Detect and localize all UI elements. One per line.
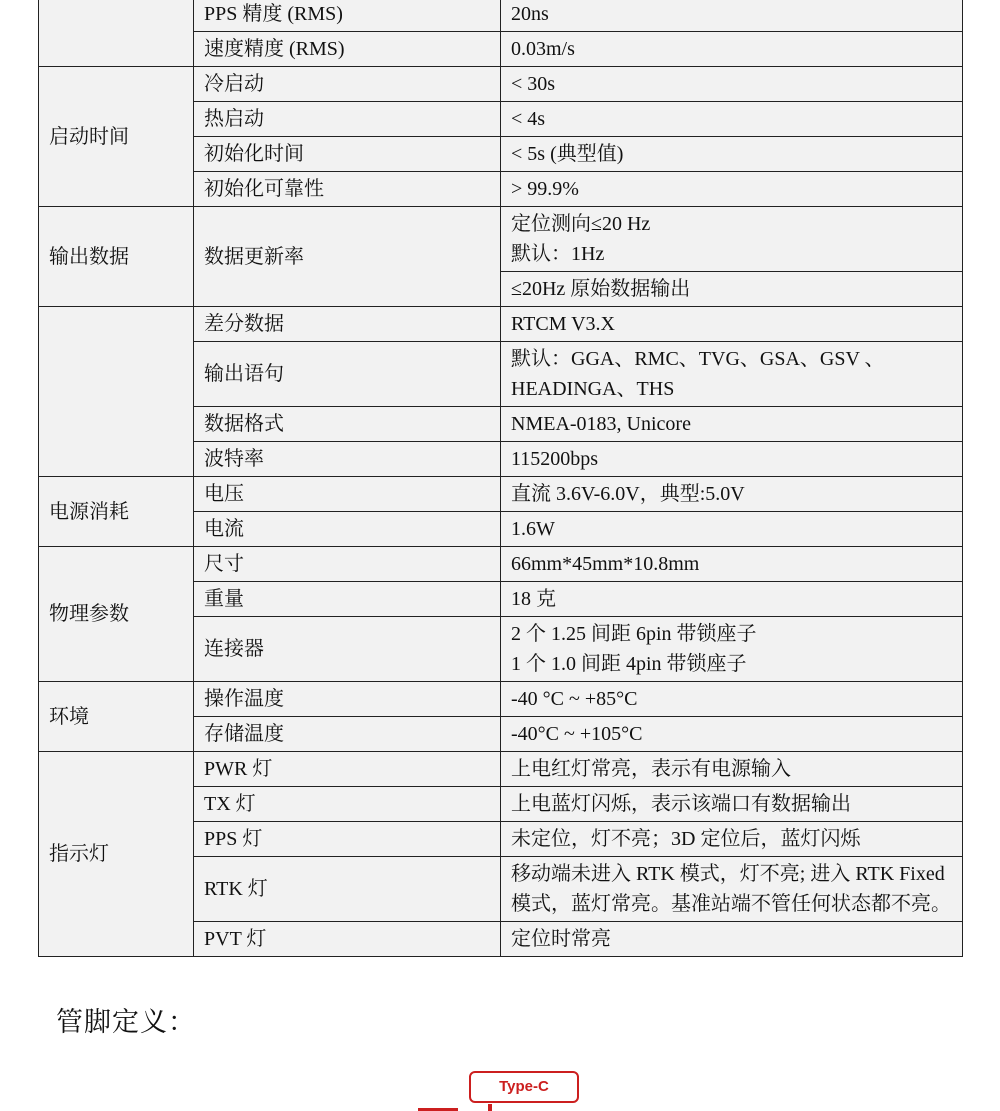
category-cell — [39, 307, 194, 477]
value-cell: < 4s — [501, 102, 963, 137]
pin-number-mark — [488, 1104, 492, 1111]
value-cell: ≤20Hz 原始数据输出 — [501, 272, 963, 307]
value-cell: 定位时常亮 — [501, 922, 963, 957]
table-row — [39, 547, 963, 582]
table-row — [39, 307, 963, 342]
category-cell: 环境 — [39, 682, 194, 752]
spec-table — [38, 0, 963, 957]
value-cell: < 5s (典型值) — [501, 137, 963, 172]
parameter-cell: 数据更新率 — [194, 207, 501, 307]
value-cell: 20ns — [501, 0, 963, 32]
parameter-cell: PPS 灯 — [194, 822, 501, 857]
value-cell: > 99.9% — [501, 172, 963, 207]
value-cell: 66mm*45mm*10.8mm — [501, 547, 963, 582]
category-cell: 电源消耗 — [39, 477, 194, 547]
pin-diagram-fragment — [418, 1104, 500, 1111]
value-cell: 直流 3.6V-6.0V，典型:5.0V — [501, 477, 963, 512]
category-cell: 启动时间 — [39, 67, 194, 207]
value-cell: 默认：GGA、RMC、TVG、GSA、GSV 、 HEADINGA、THS — [501, 342, 963, 407]
parameter-cell: PWR 灯 — [194, 752, 501, 787]
parameter-cell: 初始化可靠性 — [194, 172, 501, 207]
category-cell — [39, 0, 194, 67]
value-cell: 上电蓝灯闪烁，表示该端口有数据输出 — [501, 787, 963, 822]
type-c-connector-label: Type-C — [469, 1071, 579, 1103]
category-cell: 输出数据 — [39, 207, 194, 307]
parameter-cell: 初始化时间 — [194, 137, 501, 172]
parameter-cell: PVT 灯 — [194, 922, 501, 957]
table-row — [39, 0, 963, 32]
parameter-cell: TX 灯 — [194, 787, 501, 822]
parameter-cell: 差分数据 — [194, 307, 501, 342]
parameter-cell: 波特率 — [194, 442, 501, 477]
table-row — [39, 67, 963, 102]
parameter-cell: 热启动 — [194, 102, 501, 137]
parameter-cell: 存储温度 — [194, 717, 501, 752]
parameter-cell: 电流 — [194, 512, 501, 547]
table-row — [39, 752, 963, 787]
table-row — [39, 207, 963, 272]
parameter-cell: 数据格式 — [194, 407, 501, 442]
parameter-cell: RTK 灯 — [194, 857, 501, 922]
parameter-cell: 速度精度 (RMS) — [194, 32, 501, 67]
value-cell: 2 个 1.25 间距 6pin 带锁座子 1 个 1.0 间距 4pin 带锁座子 — [501, 617, 963, 682]
pin-definition-title: 管脚定义： — [56, 1007, 196, 1038]
value-cell: NMEA-0183, Unicore — [501, 407, 963, 442]
value-cell: 定位测向≤20 Hz 默认：1Hz — [501, 207, 963, 272]
value-cell: 18 克 — [501, 582, 963, 617]
parameter-cell: 尺寸 — [194, 547, 501, 582]
parameter-cell: 输出语句 — [194, 342, 501, 407]
value-cell: RTCM V3.X — [501, 307, 963, 342]
value-cell: 上电红灯常亮，表示有电源输入 — [501, 752, 963, 787]
parameter-cell: 重量 — [194, 582, 501, 617]
category-cell: 指示灯 — [39, 752, 194, 957]
value-cell: 115200bps — [501, 442, 963, 477]
parameter-cell: PPS 精度 (RMS) — [194, 0, 501, 32]
value-cell: 0.03m/s — [501, 32, 963, 67]
value-cell: < 30s — [501, 67, 963, 102]
value-cell: 未定位，灯不亮；3D 定位后，蓝灯闪烁 — [501, 822, 963, 857]
value-cell: -40°C ~ +105°C — [501, 717, 963, 752]
parameter-cell: 操作温度 — [194, 682, 501, 717]
parameter-cell: 连接器 — [194, 617, 501, 682]
parameter-cell: 冷启动 — [194, 67, 501, 102]
parameter-cell: 电压 — [194, 477, 501, 512]
category-cell: 物理参数 — [39, 547, 194, 682]
value-cell: 1.6W — [501, 512, 963, 547]
value-cell: 移动端未进入 RTK 模式，灯不亮; 进入 RTK Fixed 模式，蓝灯常亮。基准站端不管任何状态都不亮。 — [501, 857, 963, 922]
value-cell: -40 °C ~ +85°C — [501, 682, 963, 717]
table-row — [39, 682, 963, 717]
spec-table-body — [39, 0, 963, 957]
table-row — [39, 477, 963, 512]
